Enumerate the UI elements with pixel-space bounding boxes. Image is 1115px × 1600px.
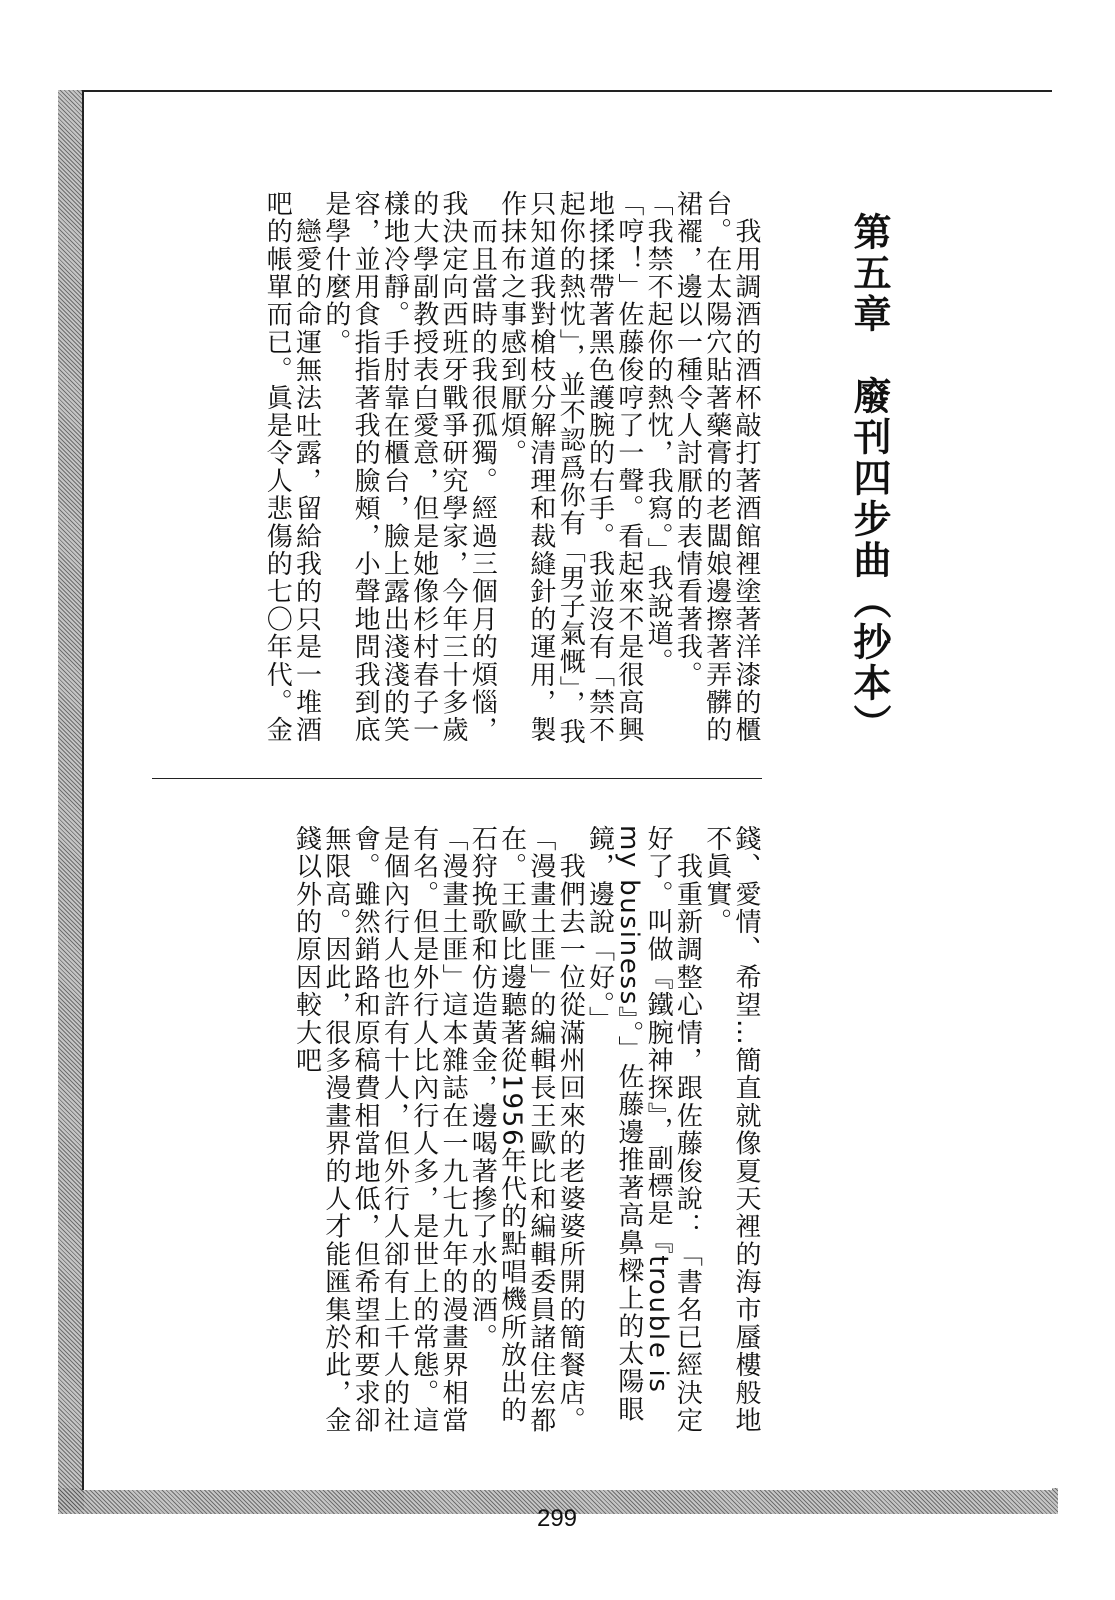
chapter-title: 第五章 廢刊四步曲（抄本） [847, 212, 891, 745]
page-number: 299 [536, 1505, 578, 1532]
paragraph: 我們去一位從滿州回來的老婆婆所開的簡餐店。「漫畫土匪」的編輯長王歐比和編輯委員諸住宏都在。王歐比邊聽著從1956年代的點唱機所放出的石狩挽歌和仿造黃金，邊喝著摻了水的酒。 [467, 825, 586, 1435]
paragraph: 而且當時的我很孤獨。經過三個月的煩惱，我決定向西班牙戰爭研究學家，今年三十多歲的大學副教授表白愛意，但是她像杉村春子一樣地冷靜。手肘靠在櫃台，臉上露出淺淺的笑容，並用食指指著我的臉頰，小聲地問我到底是學什麼的。 [320, 190, 498, 744]
paragraph: 我用調酒的酒杯敲打著酒館裡塗著洋漆的櫃台。在太陽穴貼著藥膏的老闆娘邊擦著弄髒的裙襬，邊以一種令人討厭的表情看著我。 [672, 190, 761, 744]
paragraph: 「漫畫土匪」這本雜誌在一九七九年的漫畫界相當有名。但是外行人比內行人多，是世上的常態。這是個內行人也許有十人，但外行人卻有上千人的社會。雖然銷路和原稿費相當地低，但希望和要求卻無限高。因此，很多漫畫界的人才能匯集於此，金錢以外的原因較大吧 [291, 825, 469, 1435]
paragraph: 「哼！」佐藤俊哼了一聲。看起來不是很高興地揉揉帶著黑色護腕的右手。我並沒有「禁不起你的熱忱」，並不認爲你有「男子氣慨」，我只知道我對槍枝分解清理和裁縫針的運用，製作抹布之事感到厭煩。 [496, 190, 644, 746]
section-divider [152, 778, 762, 779]
paragraph: 戀愛的命運無法吐露，留給我的只是一堆酒吧的帳單而已。眞是令人悲傷的七〇年代。金 [262, 190, 322, 744]
paragraph: 錢、愛情、希望…簡直就像夏天裡的海市蜃樓般地不眞實。 [701, 825, 761, 1435]
upper-text-block [170, 190, 760, 750]
page-shadow-left [58, 90, 84, 1510]
paragraph: 我重新調整心情，跟佐藤俊說：「書名已經決定好了。叫做『鐵腕神探』，副標是『trouble is my business』。」佐藤邊推著高鼻樑上的太陽眼鏡，邊說「好。」 [584, 825, 703, 1435]
paragraph: 「我禁不起你的熱忱，我寫。」我說道。 [643, 190, 674, 676]
lower-text-block [170, 825, 760, 1435]
